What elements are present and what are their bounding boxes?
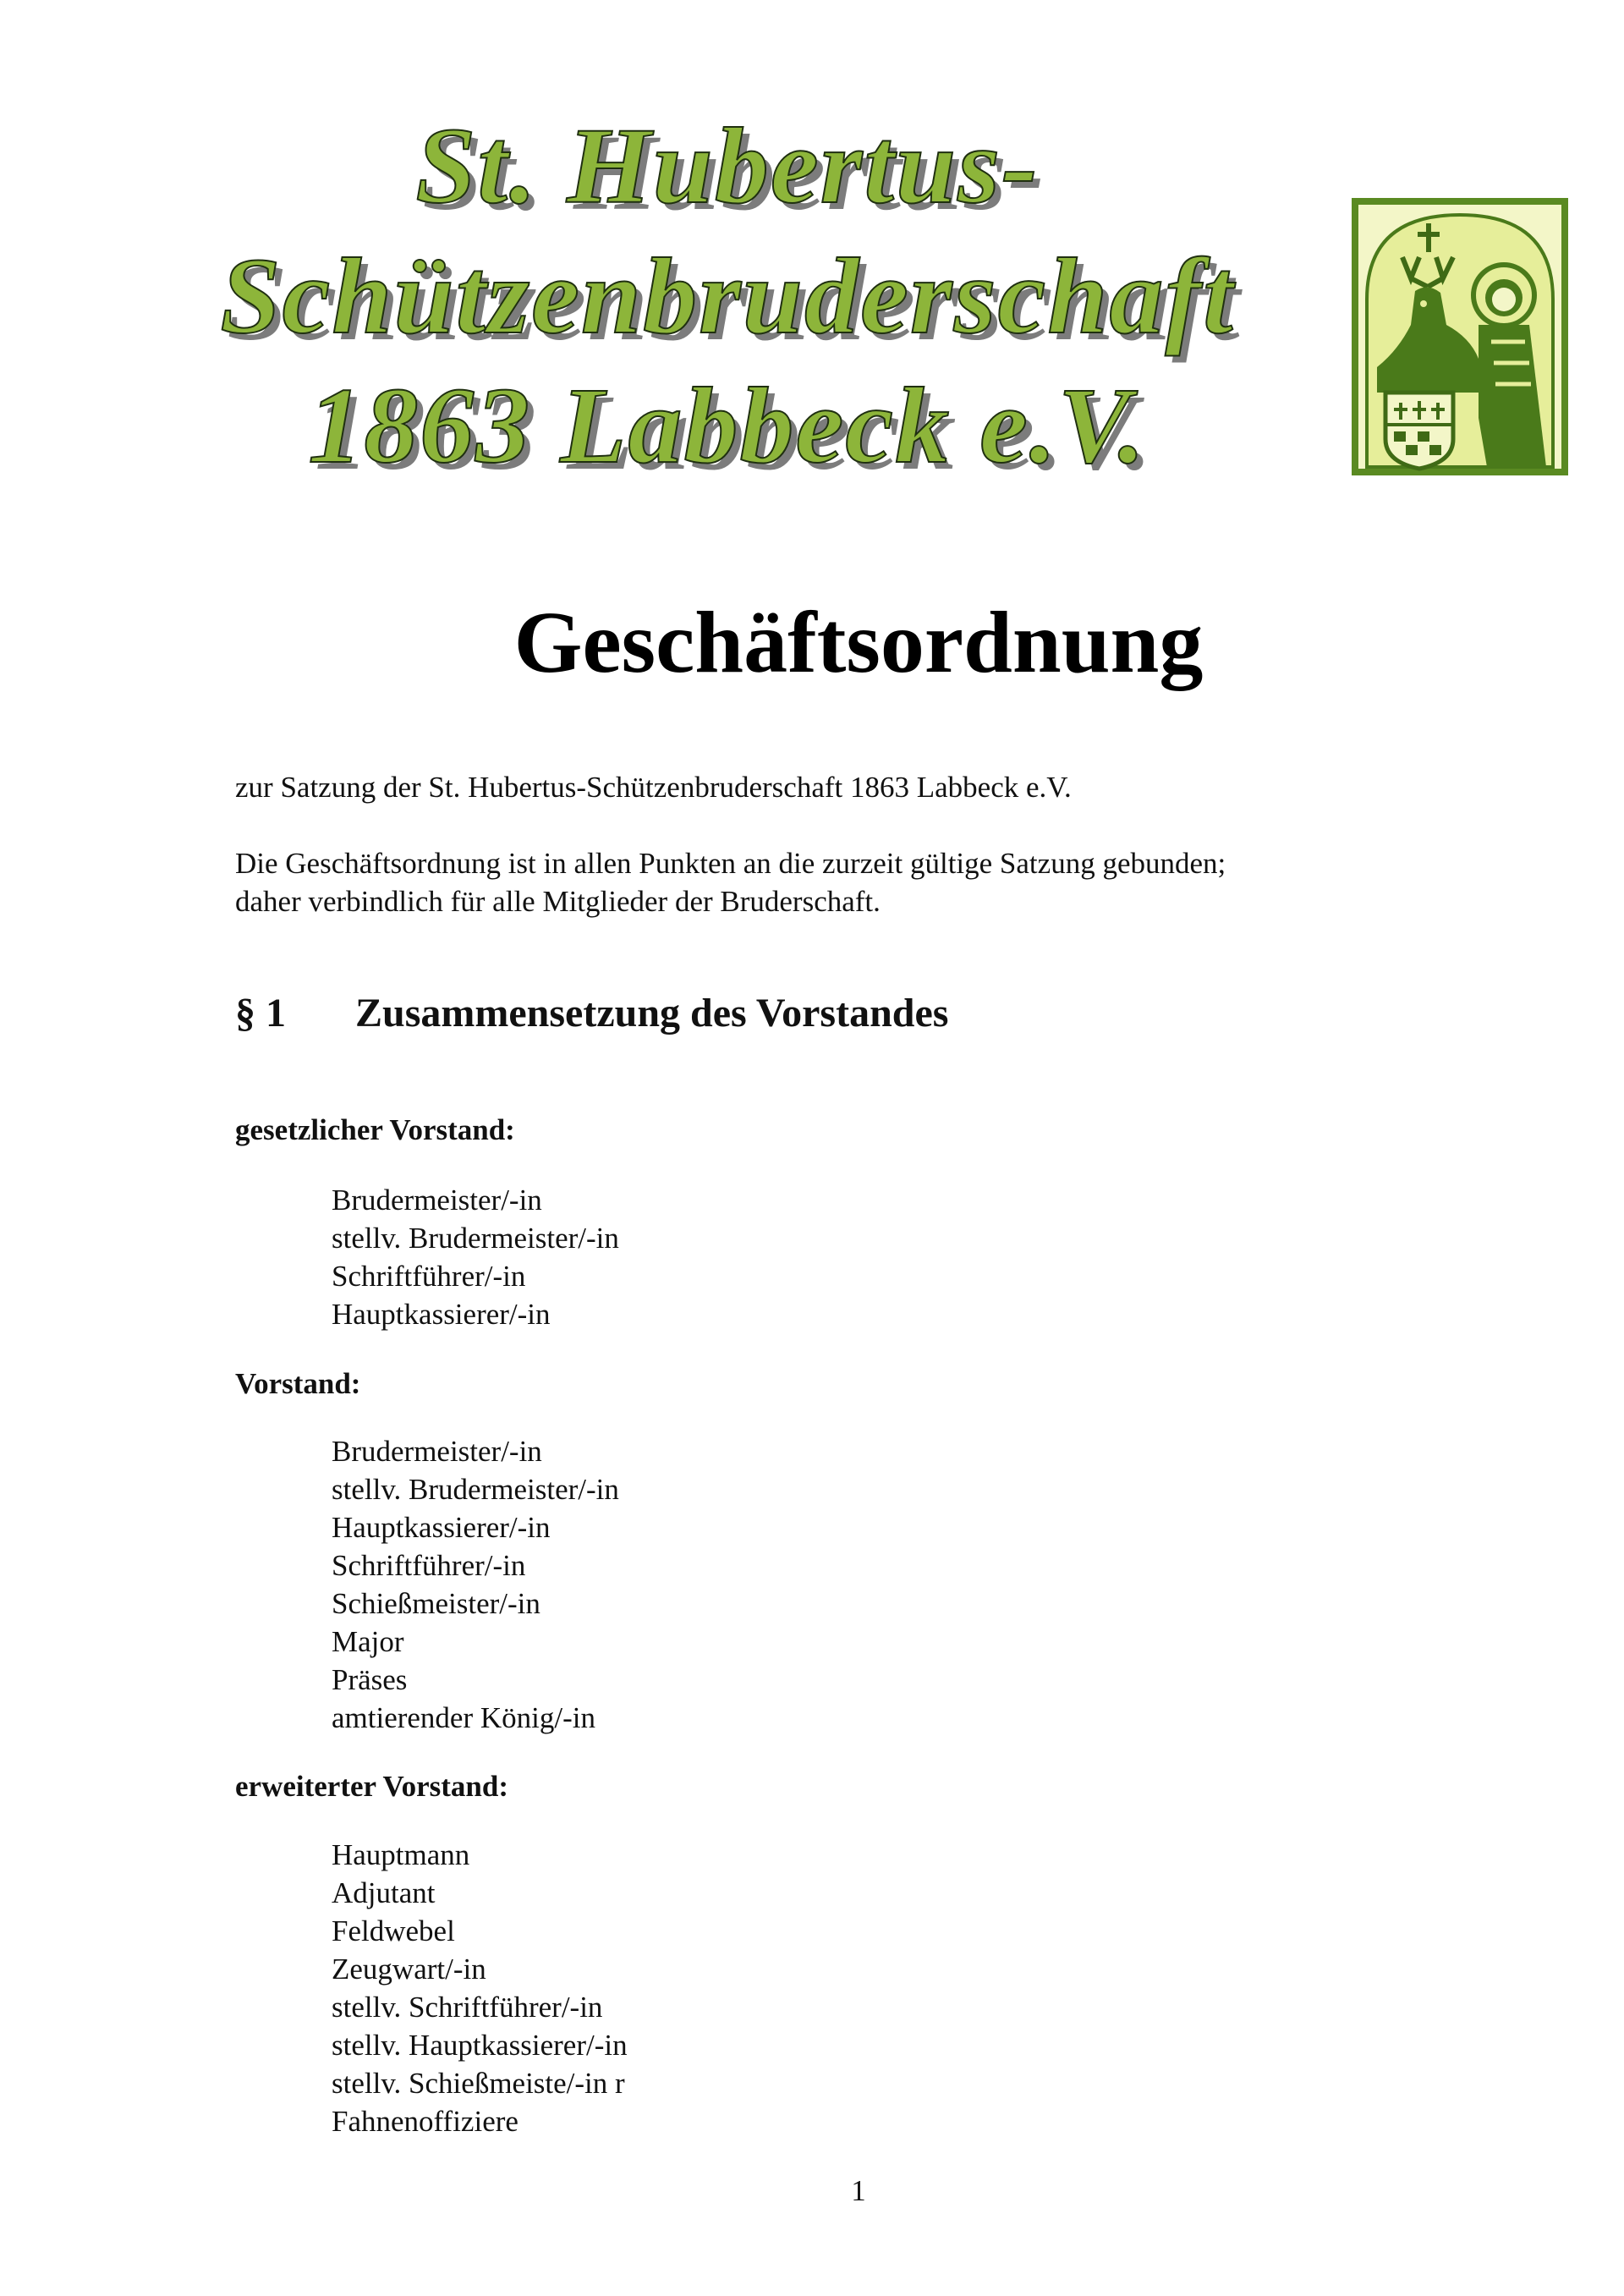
section-number: § 1 bbox=[235, 991, 286, 1035]
list-item: Zeugwart/-in bbox=[332, 1953, 486, 1986]
intro-paragraph-2-line-2: daher verbindlich für alle Mitglieder der Bruderschaft. bbox=[235, 885, 881, 918]
section-heading bbox=[235, 990, 948, 1036]
list-item: amtierender König/-in bbox=[332, 1701, 595, 1734]
list-item: Präses bbox=[332, 1663, 408, 1696]
list-item: Feldwebel bbox=[332, 1914, 455, 1947]
list-item: Fahnenoffiziere bbox=[332, 2105, 518, 2138]
list-item: Hauptkassierer/-in bbox=[332, 1298, 551, 1331]
list-item: Hauptmann bbox=[332, 1838, 470, 1871]
list-item: Hauptkassierer/-in bbox=[332, 1511, 551, 1544]
list-item: Major bbox=[332, 1625, 404, 1658]
club-emblem-icon bbox=[1352, 198, 1568, 475]
section-title: Zusammensetzung des Vorstandes bbox=[355, 991, 949, 1035]
intro-paragraph-2 bbox=[235, 844, 1436, 920]
banner-line-3: 1863 Labbeck e.V. bbox=[308, 365, 1147, 486]
group-label-board: Vorstand: bbox=[235, 1367, 361, 1400]
list-item: Brudermeister/-in bbox=[332, 1184, 542, 1217]
intro-paragraph-1: zur Satzung der St. Hubertus-Schützenbruderschaft 1863 Labbeck e.V. bbox=[235, 771, 1072, 804]
list-item: stellv. Brudermeister/-in bbox=[332, 1473, 619, 1506]
extended-board-list bbox=[332, 1836, 628, 2140]
list-item: Brudermeister/-in bbox=[332, 1435, 542, 1468]
document-title: Geschäftsordnung bbox=[513, 594, 1204, 691]
list-item: stellv. Hauptkassierer/-in bbox=[332, 2029, 628, 2062]
group-label-extended-board: erweiterter Vorstand: bbox=[235, 1770, 508, 1803]
banner-line-1: St. Hubertus- bbox=[415, 106, 1040, 226]
list-item: Adjutant bbox=[332, 1876, 436, 1909]
page-number: 1 bbox=[851, 2174, 866, 2207]
list-item: Schriftführer/-in bbox=[332, 1260, 526, 1293]
list-item: stellv. Brudermeister/-in bbox=[332, 1222, 619, 1255]
list-item: Schriftführer/-in bbox=[332, 1549, 526, 1582]
club-name-banner bbox=[144, 102, 1311, 492]
group-label-legal-board: gesetzlicher Vorstand: bbox=[235, 1113, 515, 1146]
list-item: Schießmeister/-in bbox=[332, 1587, 540, 1620]
banner-line-2: Schützenbruderschaft bbox=[220, 235, 1235, 356]
intro-paragraph-2-line-1: Die Geschäftsordnung ist in allen Punkten an die zurzeit gültige Satzung gebunden; bbox=[235, 847, 1226, 880]
list-item: stellv. Schriftführer/-in bbox=[332, 1991, 603, 2024]
board-list bbox=[332, 1432, 619, 1737]
list-item: stellv. Schießmeiste/-in r bbox=[332, 2067, 625, 2100]
legal-board-list bbox=[332, 1181, 619, 1333]
